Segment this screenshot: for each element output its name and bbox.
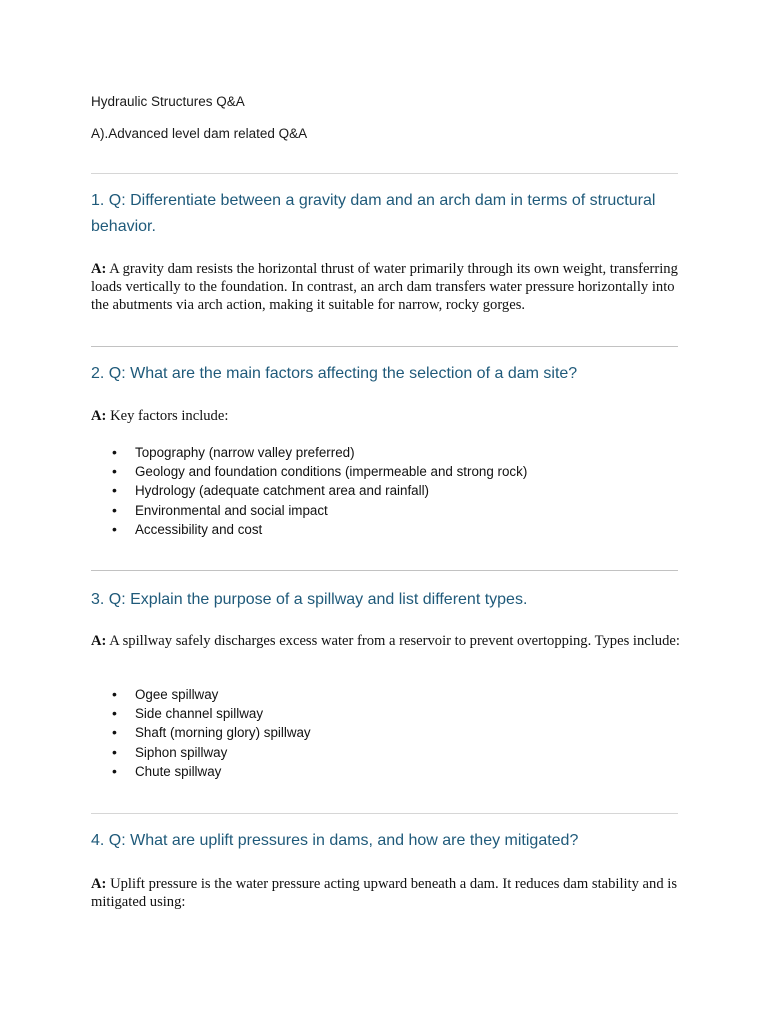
list-item: • Topography (narrow valley preferred) [91, 443, 527, 462]
list-item: • Geology and foundation conditions (impermeable and strong rock) [91, 462, 527, 481]
answer-label: A: [91, 633, 107, 649]
question-3: 3. Q: Explain the purpose of a spillway and list different types. [91, 591, 528, 608]
document-subtitle: A).Advanced level dam related Q&A [91, 126, 308, 141]
answer-text: A spillway safely discharges excess water from a reservoir to prevent overtopping. Types include: [109, 633, 680, 649]
answer-label: A: [91, 876, 107, 892]
list-item: • Hydrology (adequate catchment area and rainfall) [91, 481, 527, 500]
answer-text: Uplift pressure is the water pressure acting upward beneath a dam. It reduces dam stability and is mitigated using: [91, 876, 678, 910]
list-item: • Ogee spillway [91, 685, 311, 704]
answer-text: A gravity dam resists the horizontal thrust of water primarily through its own weight, transferring loads vertically to the foundation. In contrast, an arch dam transfers water pressure horizontally into the abutments via arch action, making it suitable for narrow, rocky gorges. [91, 261, 678, 313]
question-2: 2. Q: What are the main factors affecting the selection of a dam site? [91, 365, 578, 382]
list-item: • Side channel spillway [91, 704, 311, 723]
list-item: • Accessibility and cost [91, 520, 527, 539]
answer-4 [91, 875, 681, 911]
section-divider [91, 346, 678, 347]
answer-3 [91, 632, 681, 650]
list-item: • Chute spillway [91, 762, 311, 781]
list-item: • Environmental and social impact [91, 501, 527, 520]
question-4: 4. Q: What are uplift pressures in dams, and how are they mitigated? [91, 832, 579, 849]
section-divider [91, 813, 678, 814]
section-divider [91, 570, 678, 571]
question-1: 1. Q: Differentiate between a gravity dam and an arch dam in terms of structural behavior. [91, 192, 656, 235]
list-item: • Shaft (morning glory) spillway [91, 723, 311, 742]
answer-1 [91, 260, 681, 314]
list-item: • Siphon spillway [91, 743, 311, 762]
answer-2 [91, 407, 681, 425]
answer-label: A: [91, 408, 107, 424]
answer-label: A: [91, 261, 107, 277]
spillway-types-list [91, 685, 311, 781]
answer-text: Key factors include: [110, 408, 229, 424]
section-divider [91, 173, 678, 174]
site-factors-list [91, 443, 527, 539]
document-title: Hydraulic Structures Q&A [91, 94, 245, 109]
